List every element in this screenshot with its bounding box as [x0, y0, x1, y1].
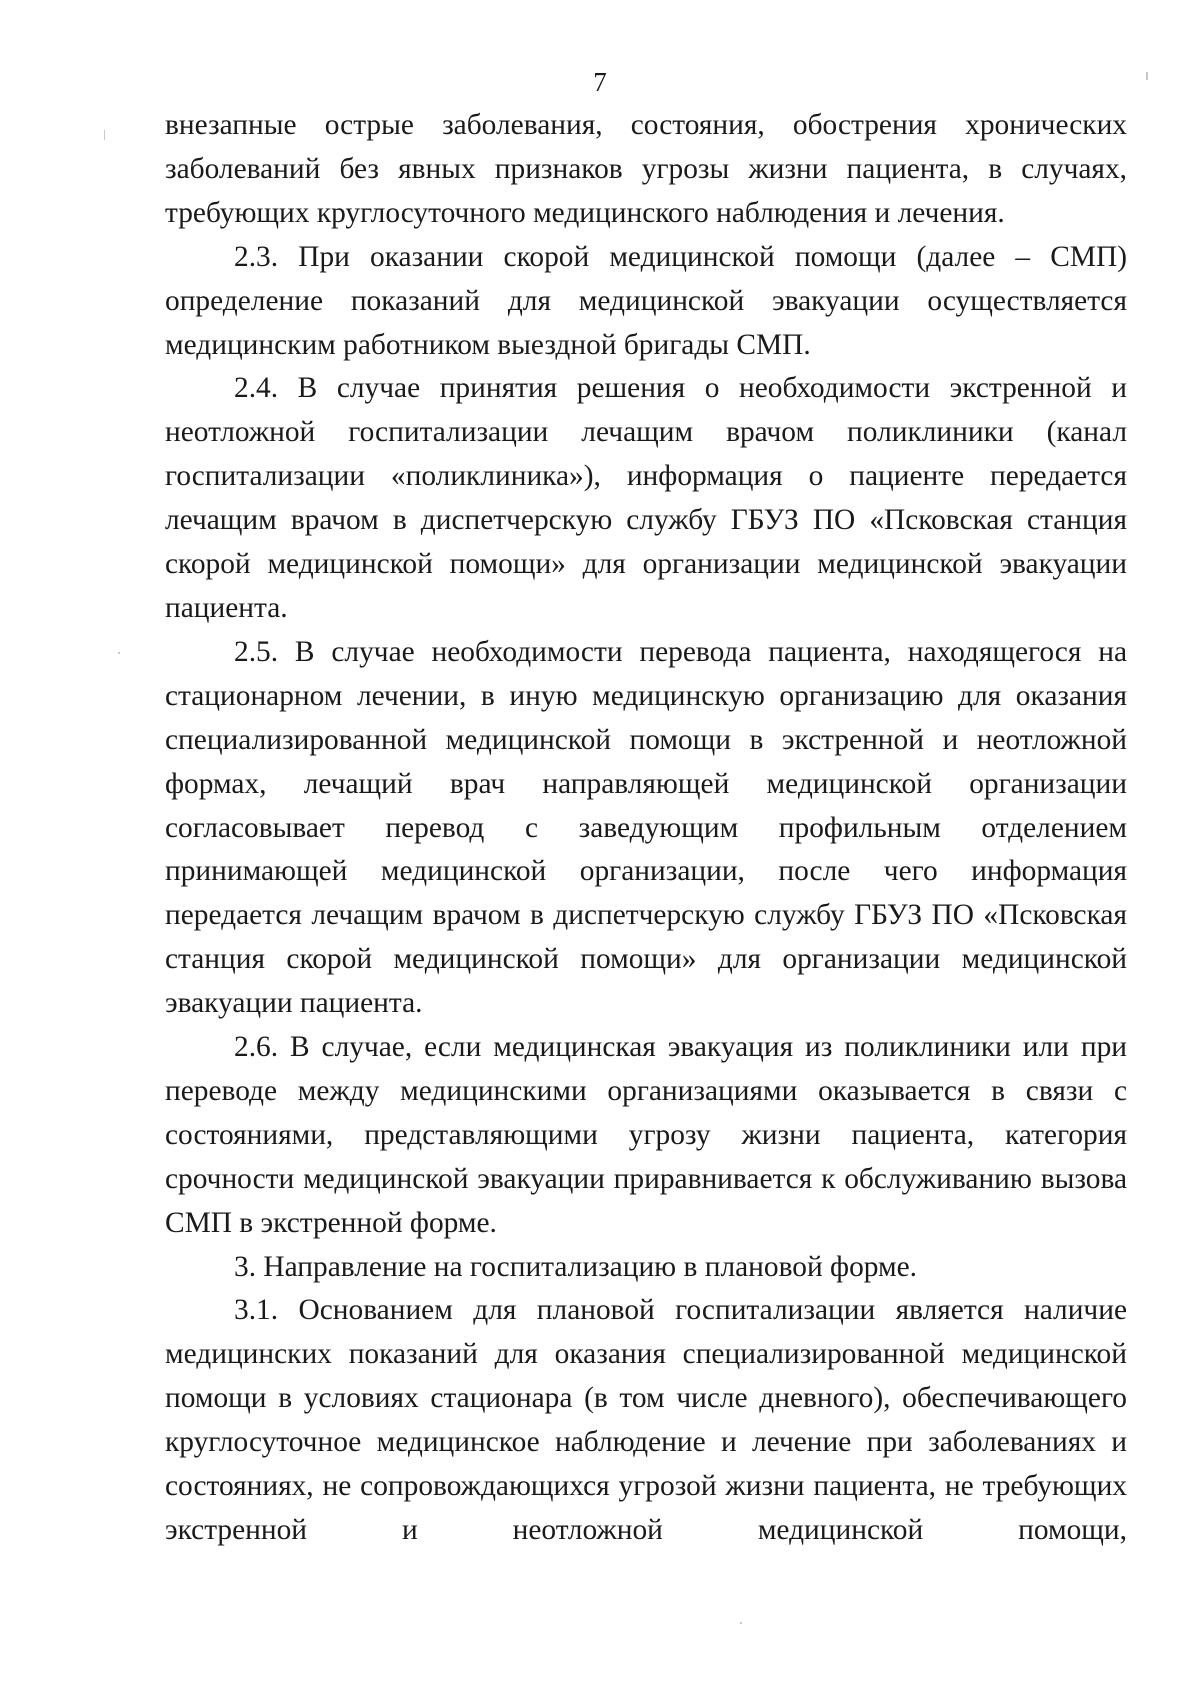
- scan-mark: [118, 652, 120, 654]
- paragraph-continuation: внезапные острые заболевания, состояния, обострения хронических заболеваний без явных признаков угрозы жизни пациента, в случаях, требующих круглосуточного медицинского наблюдения и лечения.: [165, 109, 1127, 229]
- paragraph-2-5: 2.5. В случае необходимости перевода пациента, находящегося на стационарном лечении, в иную медицинскую организацию для оказания специализированной медицинской помощи в экстренной и неотложной формах, лечащий врач направляющей медицинской организации согласовывает перевод с заведующим профильным отделением принимающей медицинской организации, после чего информация передается лечащим врачом в диспетчерскую службу ГБУЗ ПО «Псковская станция скорой медицинской помощи» для организации медицинской эвакуации пациента.: [165, 635, 1127, 1020]
- page-number: 7: [593, 67, 607, 97]
- paragraph-3-1: 3.1. Основанием для плановой госпитализации является наличие медицинских показаний для оказания специализированной медицинской помощи в условиях стационара (в том числе дневного), обеспечивающего круглосуточное медицинское наблюдение и лечение при заболеваниях и состояниях, не сопровождающихся угрозой жизни пациента, не требующих экстренной и неотложной медицинской помощи,: [165, 1294, 1127, 1546]
- paragraph-2-3: 2.3. При оказании скорой медицинской помощи (далее – СМП) определение показаний для медицинской эвакуации осуществляется медицинским работником выездной бригады СМП.: [165, 240, 1127, 361]
- section-heading-3: 3. Направление на госпитализацию в плановой форме.: [234, 1250, 918, 1283]
- scan-mark: [740, 1622, 742, 1624]
- paragraph-2-4: 2.4. В случае принятия решения о необходимости экстренной и неотложной госпитализации лечащим врачом поликлиники (канал госпитализации «поликлиника»), информация о пациенте передается лечащим врачом в диспетчерскую службу ГБУЗ ПО «Псковская станция скорой медицинской помощи» для организации медицинской эвакуации пациента.: [165, 372, 1127, 624]
- scan-mark: [104, 130, 105, 140]
- document-body: [165, 104, 1127, 1553]
- paragraph-2-6: 2.6. В случае, если медицинская эвакуация из поликлиники или при переводе между медицинскими организациями оказывается в связи с состояниями, представляющими угрозу жизни пациента, категория срочности медицинской эвакуации приравнивается к обслуживанию вызова СМП в экстренной форме.: [165, 1031, 1127, 1239]
- scan-mark: [1146, 72, 1148, 80]
